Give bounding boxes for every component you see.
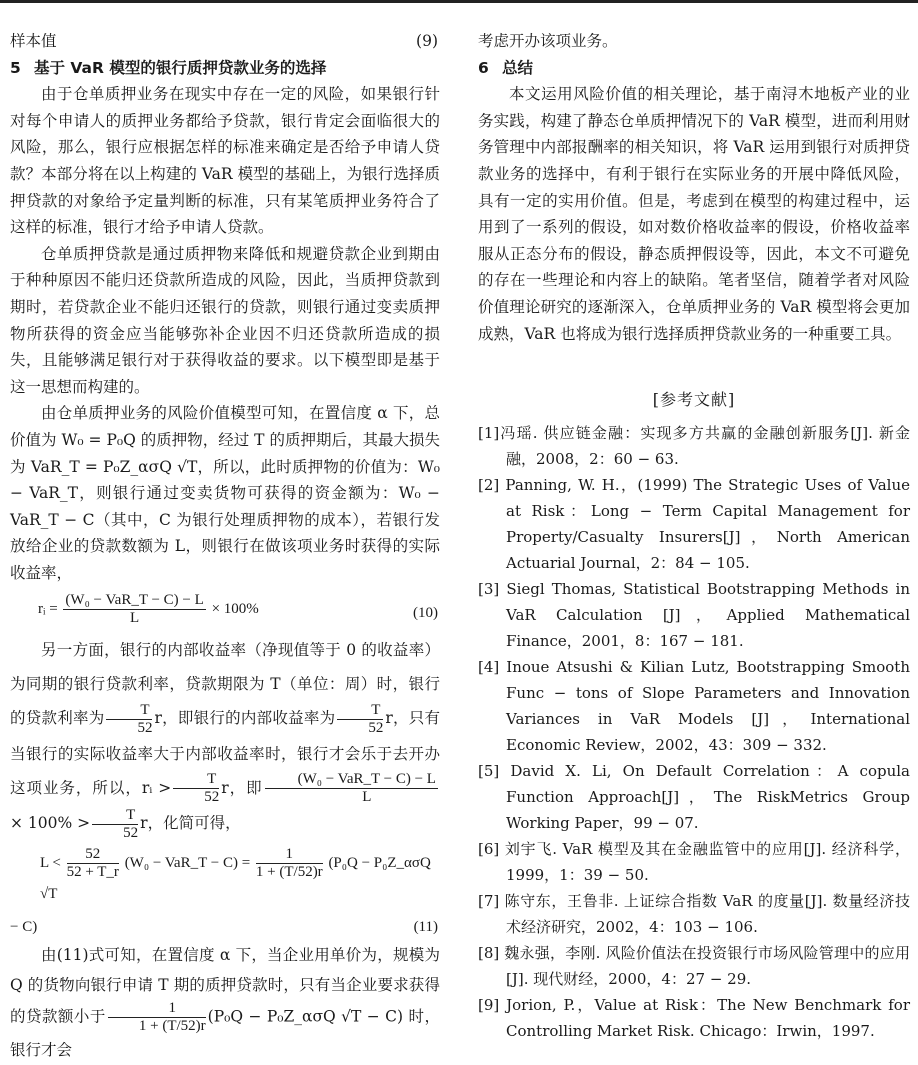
reference-item: [6] 刘宇飞. VaR 模型及其在金融监管中的应用[J]. 经济科学，1999，1：39 − 50.: [478, 839, 910, 884]
eq11-label: (11): [413, 918, 438, 935]
section5-paragraph-5: [10, 940, 440, 1065]
eq11-part-c: (P₀Q − P₀Z_ασQ √T: [40, 854, 431, 902]
section5-paragraph-1: 由于仓单质押业务在现实中存在一定的风险，如果银行针对每个申请人的质押业务都给予贷款，银行肯定会面临很大的风险，那么，银行应根据怎样的标准来确定是否给予申请人贷款？本部分将在以上构建的 VaR 模型的基础上，为银行选择质押贷款的对象给予定量判断的标准，只有某笔质押业务符合了这样的标准，银行才给予申请人贷款。: [10, 85, 440, 237]
reference-item: [4] Inoue Atsushi & Kilian Lutz, Bootstrapping Smooth Func − tons of Slope Parameters and Innovation Variances in VaR Models [J]，International Economic Review，2002，43：309 − 332.: [478, 657, 910, 754]
p4-part-b: r，即银行的内部收益率为: [154, 709, 336, 728]
p4-part-a: 另一方面，银行的内部收益率（净现值等于 0 的收益率）为同期的银行贷款利率，贷款期限为 T（单位：周）时，银行的贷款利率为: [10, 641, 440, 728]
reference-item: [7] 陈守东，王鲁非. 上证综合指数 VaR 的度量[J]. 数量经济技术经济研究，2002，4：103 − 106.: [478, 891, 910, 936]
p5-part-b: (P₀Q − P₀Z_ασQ √T − C) 时，银行才会: [10, 1007, 440, 1060]
frac-eq10-inline: [265, 771, 438, 806]
section5-title: 基于 VaR 模型的银行质押贷款业务的选择: [34, 58, 327, 77]
frac-t-52-c-den: 52: [204, 789, 220, 806]
right-column: [478, 28, 910, 1044]
p5-frac-num: 1: [108, 1000, 206, 1018]
frac-t-52-a-num: T: [106, 702, 152, 720]
eq10-rhs: × 100%: [211, 601, 259, 618]
eq11-fraction-2: [256, 846, 323, 881]
eq10-numerator: (W₀ − VaR_T − C) − L: [65, 592, 204, 609]
reference-item: [1]冯瑶. 供应链金融：实现多方共赢的金融创新服务[J]. 新金融，2008，2：60 − 63.: [478, 423, 910, 468]
frac-t-52-d-num: T: [92, 807, 138, 825]
section5-number: 5: [10, 58, 21, 77]
frac-t-52-a: [106, 702, 152, 737]
eq11-continuation: [10, 914, 440, 941]
sample-value-text: 样本值: [10, 32, 57, 50]
eq10-lhs: rᵢ =: [38, 601, 58, 618]
eq10-denominator: L: [130, 610, 140, 627]
eq9-line: [10, 28, 440, 55]
p5-frac-den: 1 + (T/52)r: [138, 1018, 206, 1035]
p4-part-f: r，化简可得，: [140, 814, 241, 833]
frac-eq10-inline-num: (W₀ − VaR_T − C) − L: [265, 771, 438, 789]
eq11-frac1-den: 52 + T_r: [66, 863, 119, 880]
references-list: [478, 420, 910, 1044]
frac-t-52-c-num: T: [173, 771, 219, 789]
section5-heading: [10, 55, 440, 82]
section6-number: 6: [478, 58, 489, 77]
reference-item: [8] 魏永强，李刚. 风险价值法在投资银行市场风险管理中的应用[J]. 现代财经，2000，4：27 − 29.: [478, 943, 910, 988]
references-title: [参考文献]: [652, 390, 736, 410]
p4-part-c: r，只有当银行的实际收益率大于内部收益率时，银行才会乐于去开办这项业务，所以，rᵢ >: [10, 709, 440, 797]
eq11-frac2-den: 1 + (T/52)r: [255, 863, 323, 880]
eq10-fraction: [63, 592, 205, 627]
frac-t-52-b-num: T: [337, 702, 383, 720]
reference-item: [3] Siegl Thomas, Statistical Bootstrapping Methods in VaR Calculation [J]，Applied Mathematical Finance，2001，8：167 − 181.: [478, 579, 910, 650]
eq11-frac2-num: 1: [256, 846, 323, 864]
frac-t-52-d: [92, 807, 138, 842]
section6-paragraph: 本文运用风险价值的相关理论，基于南浔木地板产业的业务实践，构建了静态仓单质押情况下的 VaR 模型，进而利用财务管理中内部报酬率的相关知识，将 VaR 运用到银行对质押贷款业务的选择中，有利于银行在实际业务的开展中降低风险，具有一定的实用价值。但是，考虑到在模型的构建过程中，运用到了一系列的假设，如对数价格收益率的假设，价格收益率服从正态分布的假设，静态质押假设等，因此，本文不可避免的存在一些理论和内容上的缺陷。笔者坚信，随着学者对风险价值理论研究的逐渐深入，仓单质押业务的 VaR 模型将会更加成熟，VaR 也将成为银行选择质押贷款业务的一种重要工具。: [478, 85, 910, 343]
page-top-rule: [0, 0, 918, 3]
frac-t-52-d-den: 52: [123, 824, 139, 841]
frac-t-52-c: [173, 771, 219, 806]
frac-t-52-a-den: 52: [137, 719, 153, 736]
eq9-label: (9): [416, 32, 438, 50]
p4-part-e: × 100% >: [10, 814, 91, 833]
section5-paragraph-4: [10, 633, 440, 842]
eq11-cont: − C): [10, 918, 38, 935]
eq10-label: (10): [413, 605, 438, 622]
frac-eq10-inline-den: L: [362, 789, 372, 806]
frac-t-52-b-den: 52: [368, 719, 384, 736]
eq11-frac1-num: 52: [67, 846, 119, 864]
reference-item: [2] Panning, W. H.，(1999) The Strategic Uses of Value at Risk：Long − Term Capital Management for Property/Casualty Insurers[J]，North American Actuarial Journal，2：84 − 105.: [478, 475, 910, 572]
left-column: [10, 28, 440, 1065]
reference-item: [9] Jorion, P.，Value at Risk：The New Benchmark for Controlling Market Risk. Chicago：Irwin，1997.: [478, 995, 910, 1040]
eq11-part-b: (W₀ − VaR_T − C) =: [124, 854, 251, 871]
p5-fraction: [108, 1000, 206, 1035]
equation-11: [10, 846, 440, 908]
eq11-fraction-1: [67, 846, 119, 881]
frac-t-52-b: [337, 702, 383, 737]
right-top-line: 考虑开办该项业务。: [478, 32, 618, 50]
section5-paragraph-2: 仓单质押贷款是通过质押物来降低和规避贷款企业到期由于种种原因不能归还贷款所造成的风险，因此，当质押贷款到期时，若贷款企业不能归还银行的贷款，则银行通过变卖质押物所获得的资金应当能够弥补企业因不归还贷款所造成的损失，且能够满足银行对于获得收益的要求。以下模型即是基于这一思想而构建的。: [10, 244, 440, 396]
p4-part-d: r，即: [221, 778, 263, 797]
reference-item: [5] David X. Li, On Default Correlation：A copula Function Approach[J]，The RiskMetrics Group Working Paper，99 − 07.: [478, 761, 910, 832]
section6-heading: [478, 55, 910, 82]
section6-title: 总结: [502, 58, 534, 77]
section5-paragraph-3: 由仓单质押业务的风险价值模型可知，在置信度 α 下，总价值为 W₀ = P₀Q 的质押物，经过 T 的质押期后，其最大损失为 VaR_T = P₀Z_ασQ √T，所以，此时质押物的价值为：W₀ − VaR_T，则银行通过变卖货物可获得的资金额为：W₀ − VaR_T − C（其中，C 为银行处理质押物的成本），若银行发放给企业的贷款数额为 L，则银行在做该项业务时获得的实际收益率，: [10, 404, 440, 582]
p5-part-a: 由(11)式可知，在置信度 α 下，当企业用单价为，规模为 Q 的货物向银行申请 T 期的质押贷款时，只有当企业要求获得的贷款额小于: [10, 946, 440, 1026]
eq11-part-a: L <: [40, 854, 61, 871]
equation-10: [10, 592, 440, 627]
